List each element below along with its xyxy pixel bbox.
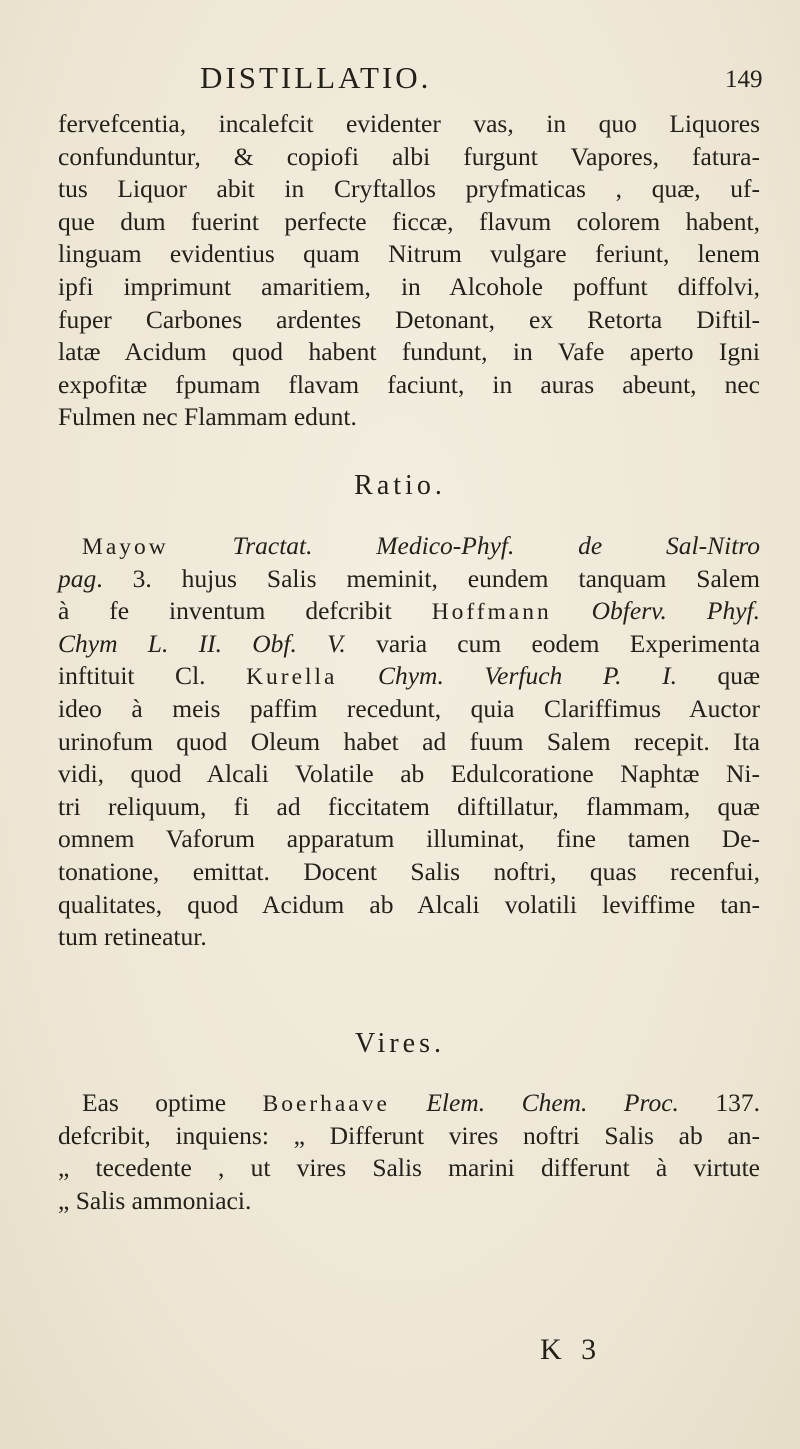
author-name: Boerhaave bbox=[262, 1091, 390, 1117]
signature-mark: K 3 bbox=[540, 1333, 603, 1366]
text-line: tus Liquor abit in Cryftallos pryfmaticas , quæ, uf- bbox=[58, 174, 760, 204]
text-line bbox=[58, 563, 760, 596]
text-line: que dum fuerint perfecte ficcæ, flavum colorem habent, bbox=[58, 206, 760, 236]
text-segment: inftituit Cl. bbox=[58, 661, 206, 691]
paragraph-3 bbox=[58, 1087, 760, 1217]
text-segment: 137. bbox=[715, 1088, 760, 1117]
text-line: „ tecedente , ut vires Salis marini differunt à virtute bbox=[58, 1153, 760, 1183]
text-line: confunduntur, & copiofi albi furgunt Vapores, fatura- bbox=[58, 141, 760, 171]
page-number: 149 bbox=[725, 66, 763, 93]
text-segment: quæ bbox=[717, 661, 761, 691]
work-title: Obferv. Phyf. bbox=[591, 596, 761, 626]
text-line: ipfi imprimunt amaritiem, in Alcohole poffunt diffolvi, bbox=[58, 271, 760, 301]
text-line bbox=[58, 530, 760, 563]
section-heading-ratio: Ratio. bbox=[354, 470, 446, 501]
section-heading-vires: Vires. bbox=[355, 1028, 445, 1059]
text-segment: varia cum eodem Experimenta bbox=[376, 628, 761, 658]
text-line: fervefcentia, incalefcit evidenter vas, in quo Liquores bbox=[58, 109, 760, 138]
text-line: tum retineatur. bbox=[58, 922, 207, 952]
text-line bbox=[58, 1087, 760, 1120]
work-title: Tractat. Medico-Phyf. de Sal-Nitro bbox=[232, 531, 761, 560]
paragraph-1 bbox=[58, 108, 760, 434]
text-line: latæ Acidum quod habent fundunt, in Vafe aperto Igni bbox=[58, 337, 760, 367]
text-line: defcribit, inquiens: „ Differunt vires noftri Salis ab an- bbox=[58, 1120, 760, 1150]
paragraph-2 bbox=[58, 530, 760, 954]
work-title: Elem. Chem. Proc. bbox=[426, 1088, 679, 1117]
text-line bbox=[58, 660, 760, 693]
text-line bbox=[58, 595, 760, 628]
text-segment: . 3. hujus Salis meminit, eundem tanquam Salem bbox=[96, 563, 760, 593]
running-head bbox=[0, 58, 800, 98]
author-name: Kurella bbox=[246, 664, 338, 691]
text-line: „ Salis ammoniaci. bbox=[58, 1185, 252, 1215]
text-line: Fulmen nec Flammam edunt. bbox=[58, 402, 357, 432]
page-ref: pag bbox=[58, 563, 97, 593]
text-segment: à fe inventum defcribit bbox=[58, 596, 392, 626]
text-line: ideo à meis paffim recedunt, quia Clariffimus Auctor bbox=[58, 693, 760, 723]
running-title: DISTILLATIO. bbox=[200, 60, 432, 95]
text-line: urinofum quod Oleum habet ad fuum Salem recepit. Ita bbox=[58, 726, 760, 756]
text-line: omnem Vaforum apparatum illuminat, fine tamen De- bbox=[58, 824, 760, 854]
work-title: Chym L. II. Obf. V. bbox=[58, 628, 346, 658]
work-title: Chym. Verfuch P. I. bbox=[377, 661, 677, 691]
text-line: qualitates, quod Acidum ab Alcali volatili leviffime tan- bbox=[58, 889, 760, 919]
text-line: expofitæ fpumam flavam faciunt, in auras abeunt, nec bbox=[58, 369, 760, 399]
author-name: Hoffmann bbox=[431, 599, 552, 626]
text-line: vidi, quod Alcali Volatile ab Edulcoratione Naphtæ Ni- bbox=[58, 759, 760, 789]
text-line bbox=[58, 628, 760, 661]
text-segment: Eas optime bbox=[82, 1088, 227, 1117]
text-line: fuper Carbones ardentes Detonant, ex Retorta Diftil- bbox=[58, 304, 760, 334]
author-name: Mayow bbox=[82, 534, 169, 560]
text-line: tri reliquum, fi ad ficcitatem diftillatur, flammam, quæ bbox=[58, 791, 760, 821]
text-line: linguam evidentius quam Nitrum vulgare feriunt, lenem bbox=[58, 239, 760, 269]
text-line: tonatione, emittat. Docent Salis noftri, quas recenfui, bbox=[58, 856, 760, 886]
